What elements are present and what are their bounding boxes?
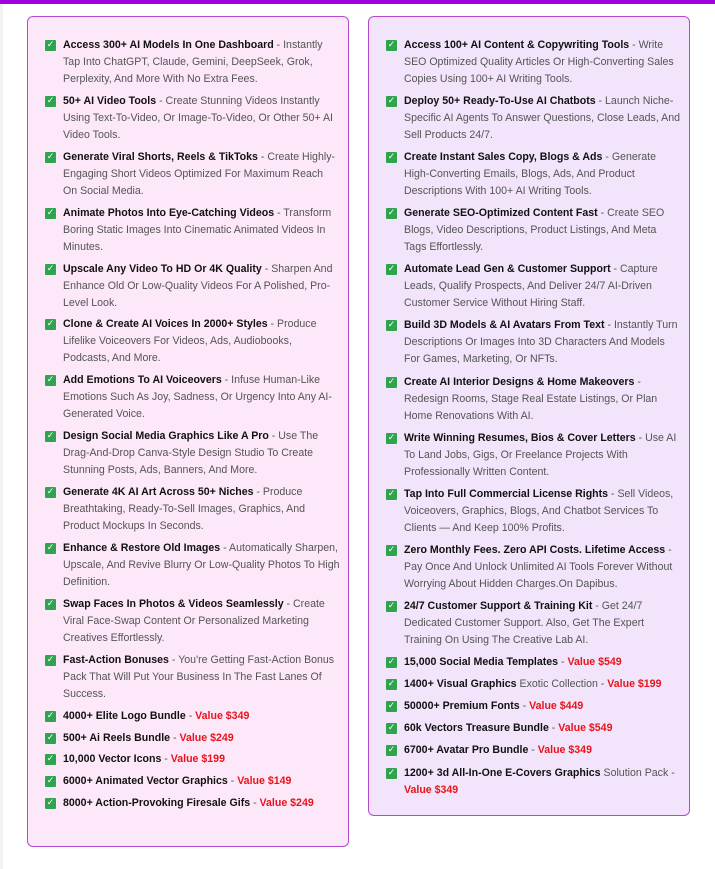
- feature-title: Automate Lead Gen & Customer Support: [404, 263, 611, 276]
- feature-list-right: [385, 37, 681, 799]
- check-icon: ✓: [387, 264, 396, 275]
- check-icon: ✓: [46, 375, 55, 386]
- feature-separator: -: [220, 542, 230, 555]
- feature-description: Create SEO Blogs, Video Descriptions, Product Listings, And Meta Tags Effortlessly.: [404, 207, 665, 254]
- check-icon: ✓: [46, 263, 55, 274]
- feature-title: Generate Viral Shorts, Reels & TikToks: [63, 150, 258, 163]
- feature-description: Get 24/7 Dedicated Customer Support. Also, Get The Expert Training On Using The Creative Lab AI.: [404, 599, 645, 646]
- check-icon: ✓: [387, 96, 396, 107]
- feature-title: Add Emotions To AI Voiceovers: [63, 374, 222, 387]
- feature-item: [44, 428, 340, 479]
- feature-item: [385, 37, 681, 88]
- feature-item: [44, 751, 340, 768]
- feature-item: [385, 486, 681, 537]
- feature-description: Create Stunning Videos Instantly Using Text-To-Video, Or Image-To-Video, Or Other 50+ AI Video Tools.: [63, 94, 333, 141]
- feature-separator: -: [608, 487, 618, 500]
- check-icon: ✓: [387, 320, 396, 331]
- feature-separator: -: [156, 94, 166, 107]
- feature-card-right: [368, 16, 690, 816]
- feature-item: [44, 652, 340, 703]
- check-icon: ✓: [46, 732, 55, 743]
- feature-separator: -: [161, 753, 171, 766]
- check-icon: ✓: [387, 723, 396, 734]
- feature-separator: -: [629, 39, 639, 51]
- check-icon: ✓: [387, 432, 396, 443]
- feature-item: [44, 773, 340, 790]
- feature-separator: -: [528, 744, 538, 757]
- feature-item: [385, 317, 681, 368]
- feature-description: Sharpen And Enhance Old Or Low-Quality Videos For A Polished, Pro-Level Look.: [63, 262, 333, 309]
- feature-description: Instantly Tap Into ChatGPT, Claude, Gemini, DeepSeek, Grok, Perplexity, And More With No Extra Fees.: [63, 39, 323, 85]
- feature-title: 500+ Ai Reels Bundle: [63, 731, 171, 744]
- feature-title: Enhance & Restore Old Images: [63, 542, 221, 555]
- feature-description: Create Viral Face-Swap Content Or Personalized Marketing Creatives Effortlessly.: [63, 597, 325, 644]
- feature-title: Write Winning Resumes, Bios & Cover Letters: [404, 431, 636, 444]
- feature-separator: -: [268, 430, 279, 443]
- feature-separator: -: [597, 207, 608, 220]
- feature-separator: -: [267, 318, 278, 331]
- feature-item: [44, 540, 340, 591]
- feature-title: Generate 4K AI Art Across 50+ Niches: [63, 486, 254, 499]
- feature-separator: -: [170, 731, 180, 744]
- check-icon: ✓: [387, 376, 396, 387]
- feature-item: [44, 708, 340, 725]
- value-badge: Value $249: [259, 797, 314, 810]
- feature-title: 50000+ Premium Fonts: [404, 700, 520, 713]
- check-icon: ✓: [387, 600, 396, 611]
- feature-separator: -: [257, 150, 268, 163]
- feature-item: [385, 765, 681, 799]
- feature-separator: -: [227, 775, 238, 788]
- feature-title: 24/7 Customer Support & Training Kit: [404, 599, 593, 612]
- feature-item: [44, 484, 340, 535]
- feature-description: Generate High-Converting Emails, Blogs, Ads, And Product Descriptions With 100+ AI Writing Tools.: [404, 151, 656, 198]
- value-badge: Value $199: [607, 678, 662, 691]
- feature-title: 60k Vectors Treasure Bundle: [404, 722, 549, 735]
- feature-title: Generate SEO-Optimized Content Fast: [404, 207, 598, 220]
- feature-title: 8000+ Action-Provoking Firesale Gifs: [63, 797, 251, 810]
- feature-title: Create AI Interior Designs & Home Makeovers: [404, 375, 635, 388]
- feature-separator: -: [168, 653, 179, 666]
- feature-title: 50+ AI Video Tools: [63, 94, 157, 107]
- check-icon: ✓: [46, 40, 55, 50]
- feature-item: [44, 795, 340, 812]
- feature-item: [385, 598, 681, 649]
- feature-title: Fast-Action Bonuses: [63, 653, 169, 666]
- feature-item: [44, 372, 340, 423]
- feature-item: [44, 93, 340, 144]
- feature-description: Pay Once And Unlock Unlimited AI Tools Forever Without Worrying About Hidden Charges.On Dapibus.: [404, 560, 673, 590]
- feature-item: [385, 742, 681, 759]
- check-icon: ✓: [387, 767, 396, 778]
- feature-description: Solution Pack -: [603, 766, 675, 779]
- check-icon: ✓: [387, 152, 396, 163]
- feature-title: 6700+ Avatar Pro Bundle: [404, 744, 529, 757]
- feature-description: Exotic Collection -: [519, 678, 608, 691]
- feature-separator: -: [221, 374, 232, 387]
- check-icon: ✓: [46, 710, 55, 721]
- feature-description: Write SEO Optimized Quality Articles Or High-Converting Sales Copies Using 100+ AI Writing Tools.: [404, 39, 674, 85]
- value-badge: Value $199: [170, 753, 225, 766]
- feature-description: Sell Videos, Voiceovers, Graphics, Blogs, And Chatbot Services To Clients — And Keep 100% Profits.: [404, 487, 674, 534]
- feature-separator: -: [595, 95, 606, 108]
- feature-item: [44, 205, 340, 256]
- value-badge: Value $549: [558, 722, 613, 735]
- feature-separator: -: [548, 722, 559, 735]
- check-icon: ✓: [46, 431, 55, 442]
- feature-description: Infuse Human-Like Emotions Such As Joy, Sadness, Or Urgency Into Any AI-Generated Voice.: [63, 374, 332, 421]
- feature-separator: -: [635, 431, 646, 444]
- feature-separator: -: [250, 797, 260, 810]
- feature-title: Tap Into Full Commercial License Rights: [404, 487, 609, 500]
- feature-title: Access 300+ AI Models In One Dashboard: [63, 39, 274, 51]
- top-accent-bar: [0, 0, 715, 4]
- check-icon: ✓: [46, 151, 55, 162]
- feature-item: [385, 542, 681, 593]
- feature-separator: -: [610, 263, 621, 276]
- check-icon: ✓: [46, 798, 55, 809]
- feature-item: [385, 149, 681, 200]
- feature-item: [385, 676, 681, 693]
- feature-description: Produce Breathtaking, Ready-To-Sell Images, Graphics, And Product Mockups In Seconds.: [63, 486, 306, 533]
- value-badge: Value $549: [567, 656, 622, 669]
- feature-title: Swap Faces In Photos & Videos Seamlessly: [63, 597, 284, 610]
- feature-separator: -: [185, 709, 196, 722]
- feature-separator: -: [592, 599, 602, 612]
- feature-title: 1400+ Visual Graphics: [404, 678, 517, 691]
- feature-item: [44, 37, 340, 88]
- value-badge: Value $349: [195, 709, 250, 722]
- feature-description: Use The Drag-And-Drop Canva-Style Design Studio To Create Stunning Posts, Ads, Banners, And More.: [63, 430, 319, 477]
- feature-description: Launch Niche-Specific AI Agents To Answer Questions, Close Leads, And Sell Products 24/7.: [404, 95, 680, 142]
- feature-title: 10,000 Vector Icons: [63, 753, 162, 766]
- feature-separator: -: [273, 39, 284, 51]
- feature-title: Access 100+ AI Content & Copywriting Tools: [404, 39, 630, 51]
- feature-description: Automatically Sharpen, Upscale, And Revive Blurry Or Low-Quality Photos To High Definition.: [63, 542, 340, 589]
- feature-title: 4000+ Elite Logo Bundle: [63, 709, 186, 722]
- feature-title: Design Social Media Graphics Like A Pro: [63, 430, 269, 443]
- feature-item: [385, 698, 681, 715]
- feature-description: Capture Leads, Qualify Prospects, And Deliver 24/7 AI-Driven Customer Service Without Hiring Staff.: [404, 263, 658, 310]
- feature-item: [385, 720, 681, 737]
- feature-description: Create Highly-Engaging Short Videos Optimized For Maximum Reach On Social Media.: [63, 150, 336, 197]
- feature-item: [385, 374, 681, 425]
- feature-item: [44, 730, 340, 747]
- feature-separator: -: [604, 319, 614, 332]
- check-icon: ✓: [387, 679, 396, 690]
- feature-title: 1200+ 3d All-In-One E-Covers Graphics: [404, 766, 601, 779]
- check-icon: ✓: [46, 776, 55, 787]
- feature-item: [385, 205, 681, 256]
- check-icon: ✓: [387, 745, 396, 756]
- feature-item: [385, 430, 681, 481]
- page-edge: [0, 4, 3, 869]
- feature-item: [44, 596, 340, 647]
- check-icon: ✓: [46, 319, 55, 330]
- value-badge: Value $449: [529, 700, 584, 713]
- feature-description: Instantly Turn Descriptions Or Images Into 3D Characters And Models For Games, Marketing, Or NFTs.: [404, 319, 678, 366]
- feature-item: [44, 149, 340, 200]
- feature-separator: -: [602, 151, 612, 164]
- value-badge: Value $349: [404, 783, 459, 796]
- feature-separator: -: [558, 656, 568, 669]
- check-icon: ✓: [387, 208, 396, 219]
- feature-item: [385, 261, 681, 312]
- feature-item: [385, 654, 681, 671]
- feature-separator: -: [283, 597, 294, 610]
- feature-separator: -: [519, 700, 530, 713]
- feature-title: Deploy 50+ Ready-To-Use AI Chatbots: [404, 95, 596, 108]
- feature-list-left: [44, 37, 340, 812]
- check-icon: ✓: [387, 488, 396, 499]
- check-icon: ✓: [387, 657, 396, 668]
- check-icon: ✓: [46, 598, 55, 609]
- feature-description: You're Getting Fast-Action Bonus Pack That Will Put Your Business In The Fast Lanes Of Success.: [63, 653, 335, 700]
- feature-description: Transform Boring Static Images Into Cinematic Animated Videos In Minutes.: [63, 206, 332, 253]
- feature-description: Produce Lifelike Voiceovers For Videos, Ads, Audiobooks, Podcasts, And More.: [63, 318, 317, 365]
- check-icon: ✓: [46, 95, 55, 106]
- check-icon: ✓: [46, 543, 55, 554]
- feature-title: Build 3D Models & AI Avatars From Text: [404, 319, 605, 332]
- feature-separator: -: [261, 262, 272, 275]
- feature-description: Use AI To Land Jobs, Gigs, Or Freelance Projects With Professionally Written Content.: [404, 431, 677, 478]
- check-icon: ✓: [46, 487, 55, 498]
- check-icon: ✓: [387, 544, 396, 555]
- feature-separator: -: [253, 486, 263, 499]
- feature-separator: -: [665, 543, 672, 556]
- check-icon: ✓: [46, 207, 55, 218]
- check-icon: ✓: [387, 701, 396, 712]
- feature-separator: -: [634, 375, 641, 388]
- feature-title: 15,000 Social Media Templates: [404, 656, 559, 669]
- value-badge: Value $149: [237, 775, 292, 788]
- feature-title: 6000+ Animated Vector Graphics: [63, 775, 228, 788]
- feature-title: Upscale Any Video To HD Or 4K Quality: [63, 262, 262, 275]
- feature-title: Animate Photos Into Eye-Catching Videos: [63, 206, 275, 219]
- feature-separator: -: [274, 206, 284, 219]
- feature-title: Zero Monthly Fees. Zero API Costs. Lifetime Access: [404, 543, 666, 556]
- value-badge: Value $349: [537, 744, 592, 757]
- feature-title: Create Instant Sales Copy, Blogs & Ads: [404, 151, 603, 164]
- feature-item: [44, 316, 340, 367]
- feature-item: [44, 261, 340, 312]
- value-badge: Value $249: [179, 731, 234, 744]
- feature-item: [385, 93, 681, 144]
- feature-description: Redesign Rooms, Stage Real Estate Listings, Or Plan Home Renovations With AI.: [404, 392, 658, 422]
- check-icon: ✓: [46, 754, 55, 765]
- check-icon: ✓: [46, 654, 55, 665]
- feature-card-left: [27, 16, 349, 847]
- feature-title: Clone & Create AI Voices In 2000+ Styles: [63, 318, 268, 331]
- check-icon: ✓: [387, 40, 396, 50]
